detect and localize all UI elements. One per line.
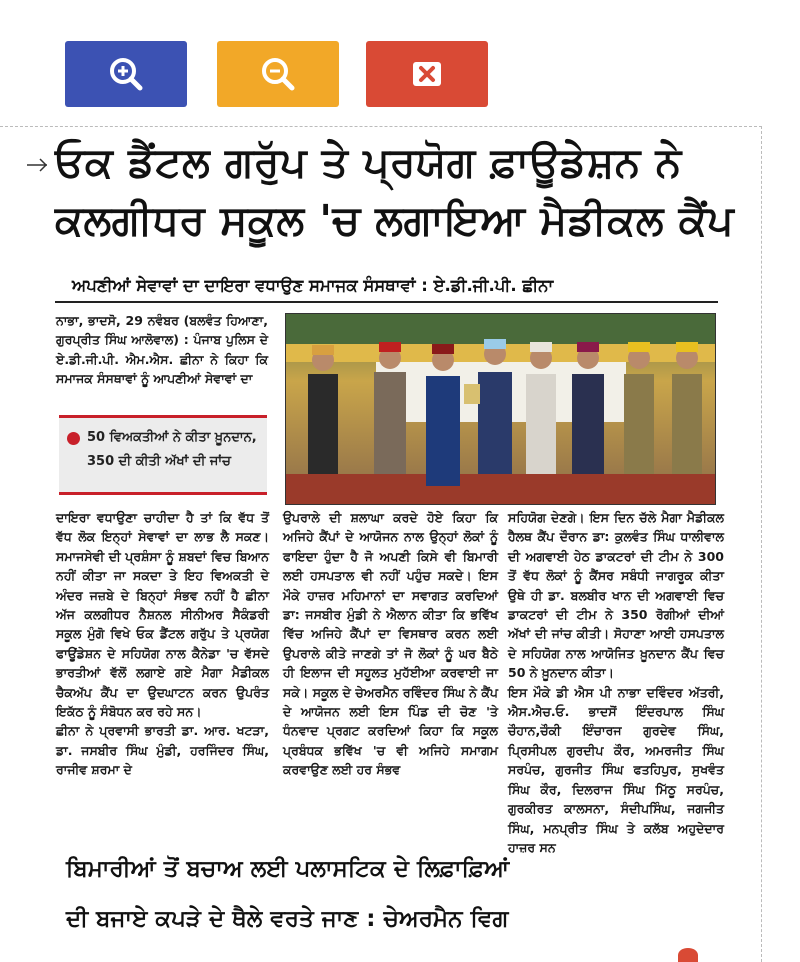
column-1-paragraph-2: ਛੀਨਾ ਨੇ ਪ੍ਰਵਾਸੀ ਭਾਰਤੀ ਡਾ. ਆਰ. ਖਟੜਾ, ਡਾ. ਜਸਬੀਰ ਸਿੰਘ ਮੁੰਡੀ, ਹਰਜਿੰਦਰ ਸਿੰਘ, ਰਾਜੀਵ ਸ਼ਰਮਾ ਦੇ (56, 723, 269, 778)
column-3-paragraph-2: ਇਸ ਮੌਕੇ ਡੀ ਐਸ ਪੀ ਨਾਭਾ ਦਵਿੰਦਰ ਅੱਤਰੀ, ਐਸ.ਐਚ.ਓ. ਭਾਦਸੋਂ ਇੰਦਰਪਾਲ ਸਿੰਘ ਚੌਹਾਨ,ਚੌਕੀ ਇੰਚਾਰਜ ਗੁਰਦੇਵ ਸਿੰਘ, ਪਿ੍ਰਸੀਪਲ ਗੁਰਦੀਪ ਕੌਰ, ਅਮਰਜੀਤ ਸਿੰਘ ਸਰਪੰਚ, ਗੁਰਜੀਤ ਸਿੰਘ ਫਤਹਿਪੁਰ, ਸੁਖਵੰਤ ਸਿੰਘ ਕੌਰ, ਦਿਲਰਾਜ ਸਿੰਘ ਮਿੱਠੂ ਸਰਪੰਚ, ਗੁਰਕੀਰਤ ਕਾਲਸਨਾ, ਸੰਦੀਪਸਿੰਘ, ਜਗਜੀਤ ਸਿੰਘ, ਮਨਪ੍ਰੀਤ ਸਿੰਘ ਤੇ ਕਲੱਬ ਅਹੁਦੇਦਾਰ ਹਾਜ਼ਰ ਸਨ (508, 684, 724, 855)
bottom-headline-line-2: ਦੀ ਬਜਾਏ ਕਪੜੇ ਦੇ ਥੈਲੇ ਵਰਤੇ ਜਾਣ : ਚੇਅਰਮੈਨ ਵਿਗ (66, 906, 509, 932)
pull-quote (59, 415, 267, 495)
headline-line-1: ਓਕ ਡੈਂਟਲ ਗਰੁੱਪ ਤੇ ਪ੍ਰਯੋਗ ਫ਼ਾਊਡੇਸ਼ਨ ਨੇ (55, 138, 682, 186)
pull-quote-line-2: 350 ਦੀ ਕੀਤੀ ਅੱਖਾਂ ਦੀ ਜਾਂਚ (87, 454, 231, 469)
bullet-icon (67, 432, 80, 445)
event-photo (285, 313, 716, 505)
column-2-paragraph-1: ਉਪਰਾਲੇ ਦੀ ਸ਼ਲਾਘਾ ਕਰਦੇ ਹੋਏ ਕਿਹਾ ਕਿ ਅਜਿਹੇ ਕੈਂਪਾਂ ਦੇ ਆਯੋਜਨ ਨਾਲ ਉਨ੍ਹਾਂ ਲੋਕਾਂ ਨੂੰ ਫਾਇਦਾ ਹੁੰਦਾ ਹੈ ਜੋ ਅਪਣੀ ਕਿਸੇ ਵੀ ਬਿਮਾਰੀ ਲਈ ਹਸਪਤਾਲ ਵੀ ਨਹੀਂ ਪਹੁੰਚ ਸਕਦੇ। ਇਸ ਮੌਕੇ ਹਾਜ਼ਰ ਮਹਿਮਾਨਾਂ ਦਾ ਸਵਾਗਤ ਕਰਦਿਆਂ ਡਾ: ਜਸਬੀਰ ਮੁੰਡੀ ਨੇ ਐਲਾਨ ਕੀਤਾ ਕਿ ਭਵਿੱਖ ਵਿੱਚ ਅਜਿਹੇ ਕੈਂਪਾਂ ਦਾ ਵਿਸਥਾਰ ਕਰਨ ਲਈ ਉਪਰਾਲੇ ਕੀਤੇ ਜਾਣਗੇ ਤਾਂ ਜੋ ਲੋਕਾਂ ਨੂੰ ਘਰ ਬੈਠੇ ਹੀ ਇਲਾਜ ਦੀ ਸਹੂਲਤ ਮੁਹੱਈਆ ਕਰਵਾਈ ਜਾ ਸਕੇ। ਸਕੂਲ ਦੇ ਚੇਅਰਮੈਨ ਰਵਿੰਦਰ ਸਿੰਘ ਨੇ ਕੈਂਪ ਦੇ ਆਯੋਜਨ ਲਈ ਇਸ ਪਿੰਡ ਦੀ ਚੋਣ 'ਤੇ ਧੰਨਵਾਦ ਪ੍ਰਗਟ ਕਰਦਿਆਂ ਕਿਹਾ ਕਿ ਸਕੂਲ ਪ੍ਰਬੰਧਕ ਭਵਿੱਖ 'ਚ ਵੀ ਅਜਿਹੇ ਸਮਾਗਮ ਕਰਵਾਉਣ ਲਈ ਹਰ ਸੰਭਵ (283, 510, 498, 778)
subheading: ਅਪਣੀਆਂ ਸੇਵਾਵਾਂ ਦਾ ਦਾਇਰਾ ਵਧਾਉਣ ਸਮਾਜਕ ਸੰਸਥਾਵਾਂ : ਏ.ਡੀ.ਜੀ.ਪੀ. ਛੀਨਾ (72, 276, 554, 295)
divider (55, 301, 718, 303)
headline-line-2: ਕਲਗੀਧਰ ਸਕੂਲ 'ਚ ਲਗਾਇਆ ਮੈਡੀਕਲ ਕੈਂਪ (55, 196, 735, 244)
zoom-in-icon (106, 54, 146, 94)
bottom-headline-line-1: ਬਿਮਾਰੀਆਂ ਤੋਂ ਬਚਾਅ ਲਈ ਪਲਾਸਟਿਕ ਦੇ ਲਿਫ਼ਾਫ਼ਿਆਂ (66, 856, 510, 882)
column-1-paragraph-1: ਦਾਇਰਾ ਵਧਾਉਣਾ ਚਾਹੀਦਾ ਹੈ ਤਾਂ ਕਿ ਵੱਧ ਤੋਂ ਵੱਧ ਲੋਕ ਇਨ੍ਹਾਂ ਸੇਵਾਵਾਂ ਦਾ ਲਾਭ ਲੈ ਸਕਣ। ਸਮਾਜਸੇਵੀ ਦੀ ਪ੍ਰਸ਼ੰਸਾ ਨੂੰ ਸ਼ਬਦਾਂ ਵਿਚ ਬਿਆਨ ਨਹੀਂ ਕੀਤਾ ਜਾ ਸਕਦਾ ਤੇ ਇਹ ਵਿਅਕਤੀ ਦੇ ਅੰਦਰ ਜਜ਼ਬੇ ਦੇ ਬਿਨ੍ਹਾਂ ਸੰਭਵ ਨਹੀਂ ਹੈ ਛੀਨਾ ਅੱਜ ਕਲਗੀਧਰ ਨੈਸ਼ਨਲ ਸੀਨੀਅਰ ਸੈਕੰਡਰੀ ਸਕੂਲ ਮੁੰਗੋ ਵਿਖੇ ਓਕ ਡੈਂਟਲ ਗਰੁੱਪ ਤੇ ਪ੍ਰਯੋਗ ਫਾਊਂਡੇਸ਼ਨ ਦੇ ਸਹਿਯੋਗ ਨਾਲ ਕੈਨੇਡਾ 'ਚ ਵੱਸਦੇ ਭਾਰਤੀਆਂ ਵੱਲੋਂ ਲਗਾਏ ਗਏ ਮੈਗਾ ਮੈਡੀਕਲ ਚੈਕਅੱਪ ਕੈਂਪ ਦਾ ਉਦਘਾਟਨ ਕਰਨ ਉਪਰੰਤ ਇਕੱਠ ਨੂੰ ਸੰਬੋਧਨ ਕਰ ਰਹੇ ਸਨ। (56, 510, 269, 720)
zoom-out-button[interactable] (217, 41, 339, 107)
article-column-1 (56, 508, 269, 780)
article-column-3 (508, 508, 724, 857)
close-button[interactable] (366, 41, 488, 107)
arrow-icon (26, 158, 48, 172)
intro-paragraph: ਨਾਭਾ, ਭਾਦਸੋ, 29 ਨਵੰਬਰ (ਬਲਵੰਤ ਹਿਆਣਾ, ਗੁਰਪ੍ਰੀਤ ਸਿੰਘ ਆਲੋਵਾਲ) : ਪੰਜਾਬ ਪੁਲਿਸ ਦੇ ਏ.ਡੀ.ਜੀ.ਪੀ. ਐਮ.ਐਸ. ਛੀਨਾ ਨੇ ਕਿਹਾ ਕਿ ਸਮਾਜਕ ਸੰਸਥਾਵਾਂ ਨੂੰ ਆਪਣੀਆਂ ਸੇਵਾਵਾਂ ਦਾ (56, 313, 268, 387)
pull-quote-line-1: 50 ਵਿਅਕਤੀਆਂ ਨੇ ਕੀਤਾ ਖ਼ੂਨਦਾਨ, (87, 430, 257, 445)
intro-text (56, 311, 268, 389)
decorative-mark (678, 948, 698, 962)
column-3-paragraph-1: ਸਹਿਯੋਗ ਦੇਣਗੇ। ਇਸ ਦਿਨ ਚੱਲੇ ਮੈਗਾ ਮੈਡੀਕਲ ਹੈਲਥ ਕੈਂਪ ਦੌਰਾਨ ਡਾ: ਕੁਲਵੰਤ ਸਿੰਘ ਧਾਲੀਵਾਲ ਦੀ ਅਗਵਾਈ ਹੇਠ ਡਾਕਟਰਾਂ ਦੀ ਟੀਮ ਨੇ 300 ਤੋਂ ਵੱਧ ਲੋਕਾਂ ਨੂੰ ਕੈਂਸਰ ਸਬੰਧੀ ਜਾਗਰੂਕ ਕੀਤਾ ਉਥੇ ਹੀ ਡਾ. ਬਲਬੀਰ ਖਾਨ ਦੀ ਅਗਵਾਈ ਵਿਚ ਡਾਕਟਰਾਂ ਦੀ ਟੀਮ ਨੇ 350 ਰੋਗੀਆਂ ਦੀਆਂ ਅੱਖਾਂ ਦੀ ਜਾਂਚ ਕੀਤੀ। ਸੋਹਾਣਾ ਆਈ ਹਸਪਤਾਲ ਦੇ ਸਹਿਯੋਗ ਨਾਲ ਆਯੋਜਿਤ ਖ਼ੂਨਦਾਨ ਕੈਂਪ ਵਿਚ 50 ਨੇ ਖ਼ੂਨਦਾਨ ਕੀਤਾ। (508, 510, 724, 681)
zoom-out-icon (258, 54, 298, 94)
zoom-in-button[interactable] (65, 41, 187, 107)
close-icon (407, 54, 447, 94)
article-column-2 (283, 508, 498, 780)
